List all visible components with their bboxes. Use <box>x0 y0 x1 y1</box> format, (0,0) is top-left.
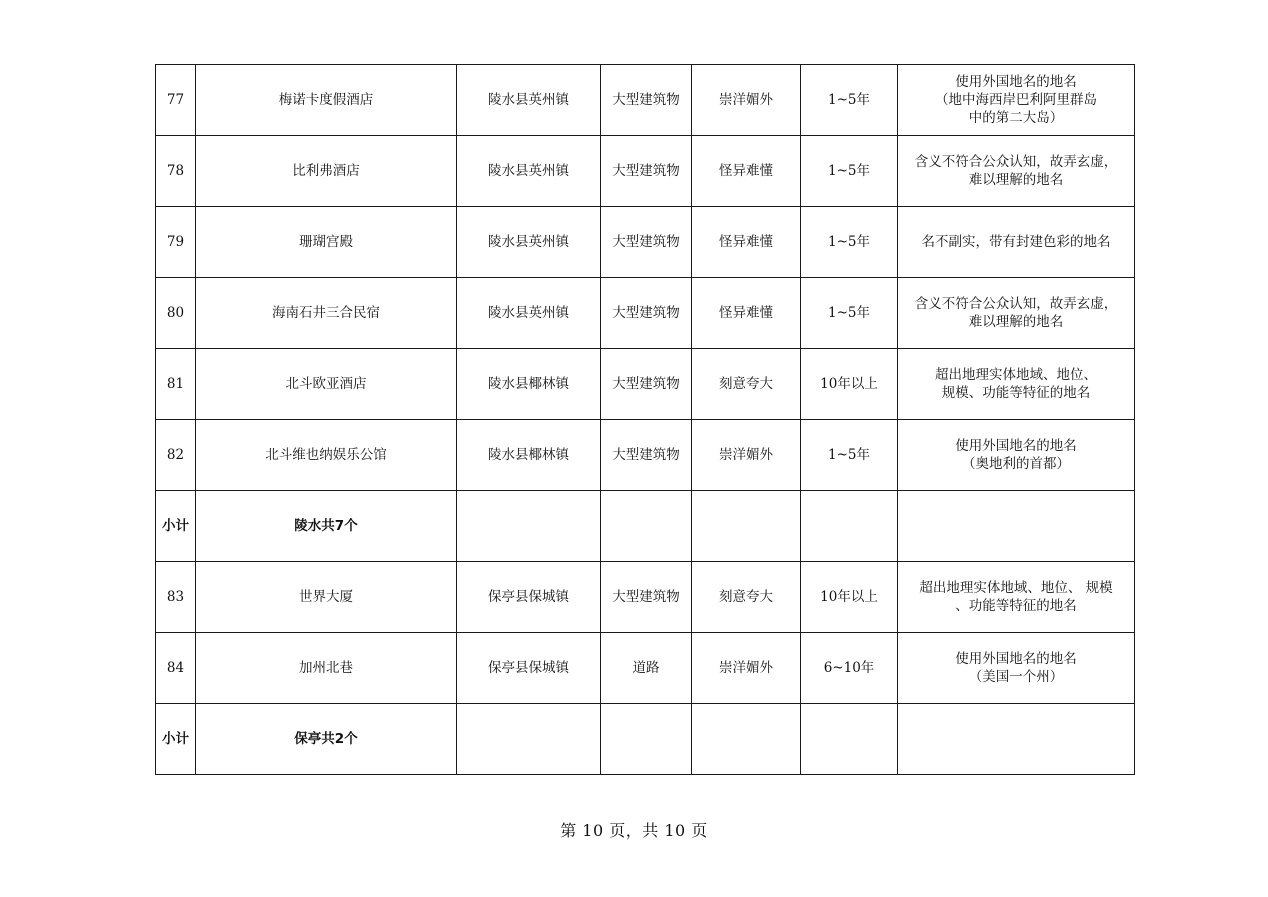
place-name-cell: 保亭共2个 <box>196 704 457 775</box>
table-row <box>156 349 1135 420</box>
row-number-cell: 82 <box>156 420 196 491</box>
table-row <box>156 562 1135 633</box>
issue-type-cell <box>692 704 801 775</box>
issue-type-cell: 崇洋媚外 <box>692 65 801 136</box>
location-cell: 保亭县保城镇 <box>457 633 601 704</box>
row-number-cell: 79 <box>156 207 196 278</box>
table-row <box>156 633 1135 704</box>
place-name-table <box>155 64 1135 775</box>
note-cell: 使用外国地名的地名 （奥地利的首都） <box>898 420 1135 491</box>
row-number-cell: 81 <box>156 349 196 420</box>
note-cell: 含义不符合公众认知，故弄玄虚， 难以理解的地名 <box>898 136 1135 207</box>
category-cell <box>601 491 692 562</box>
table-row <box>156 278 1135 349</box>
place-name-cell: 海南石井三合民宿 <box>196 278 457 349</box>
place-name-cell: 陵水共7个 <box>196 491 457 562</box>
row-number-cell: 84 <box>156 633 196 704</box>
usage-years-cell: 1~5年 <box>801 136 898 207</box>
place-name-cell: 加州北巷 <box>196 633 457 704</box>
location-cell: 保亭县保城镇 <box>457 562 601 633</box>
table-body <box>156 65 1135 775</box>
location-cell <box>457 704 601 775</box>
note-cell <box>898 491 1135 562</box>
category-cell: 大型建筑物 <box>601 136 692 207</box>
issue-type-cell: 怪异难懂 <box>692 207 801 278</box>
place-name-cell: 北斗欧亚酒店 <box>196 349 457 420</box>
usage-years-cell: 1~5年 <box>801 65 898 136</box>
location-cell: 陵水县英州镇 <box>457 65 601 136</box>
usage-years-cell: 10年以上 <box>801 562 898 633</box>
location-cell <box>457 491 601 562</box>
note-cell: 名不副实，带有封建色彩的地名 <box>898 207 1135 278</box>
location-cell: 陵水县英州镇 <box>457 278 601 349</box>
usage-years-cell <box>801 704 898 775</box>
issue-type-cell: 崇洋媚外 <box>692 633 801 704</box>
note-cell: 超出地理实体地域、地位、 规模 、功能等特征的地名 <box>898 562 1135 633</box>
note-cell: 超出地理实体地域、地位、 规模、功能等特征的地名 <box>898 349 1135 420</box>
category-cell: 大型建筑物 <box>601 65 692 136</box>
location-cell: 陵水县椰林镇 <box>457 420 601 491</box>
subtotal-row <box>156 704 1135 775</box>
category-cell: 大型建筑物 <box>601 420 692 491</box>
note-cell: 使用外国地名的地名 （美国一个州） <box>898 633 1135 704</box>
usage-years-cell: 6~10年 <box>801 633 898 704</box>
issue-type-cell <box>692 491 801 562</box>
place-name-cell: 珊瑚宫殿 <box>196 207 457 278</box>
usage-years-cell <box>801 491 898 562</box>
issue-type-cell: 刻意夸大 <box>692 349 801 420</box>
location-cell: 陵水县英州镇 <box>457 207 601 278</box>
usage-years-cell: 1~5年 <box>801 420 898 491</box>
table-row <box>156 136 1135 207</box>
place-name-cell: 比利弗酒店 <box>196 136 457 207</box>
page-footer: 第 10 页，共 10 页 <box>560 821 708 840</box>
place-name-cell: 梅诺卡度假酒店 <box>196 65 457 136</box>
row-number-cell: 80 <box>156 278 196 349</box>
issue-type-cell: 崇洋媚外 <box>692 420 801 491</box>
note-cell: 使用外国地名的地名 （地中海西岸巴利阿里群岛 中的第二大岛） <box>898 65 1135 136</box>
place-name-cell: 世界大厦 <box>196 562 457 633</box>
row-number-cell: 小计 <box>156 704 196 775</box>
category-cell: 道路 <box>601 633 692 704</box>
row-number-cell: 83 <box>156 562 196 633</box>
subtotal-row <box>156 491 1135 562</box>
issue-type-cell: 怪异难懂 <box>692 136 801 207</box>
usage-years-cell: 1~5年 <box>801 278 898 349</box>
row-number-cell: 77 <box>156 65 196 136</box>
row-number-cell: 78 <box>156 136 196 207</box>
usage-years-cell: 1~5年 <box>801 207 898 278</box>
table-row <box>156 420 1135 491</box>
category-cell: 大型建筑物 <box>601 278 692 349</box>
issue-type-cell: 刻意夸大 <box>692 562 801 633</box>
location-cell: 陵水县英州镇 <box>457 136 601 207</box>
usage-years-cell: 10年以上 <box>801 349 898 420</box>
row-number-cell: 小计 <box>156 491 196 562</box>
note-cell: 含义不符合公众认知，故弄玄虚， 难以理解的地名 <box>898 278 1135 349</box>
category-cell: 大型建筑物 <box>601 349 692 420</box>
category-cell <box>601 704 692 775</box>
place-name-cell: 北斗维也纳娱乐公馆 <box>196 420 457 491</box>
table-row <box>156 65 1135 136</box>
category-cell: 大型建筑物 <box>601 207 692 278</box>
note-cell <box>898 704 1135 775</box>
location-cell: 陵水县椰林镇 <box>457 349 601 420</box>
table-row <box>156 207 1135 278</box>
issue-type-cell: 怪异难懂 <box>692 278 801 349</box>
category-cell: 大型建筑物 <box>601 562 692 633</box>
